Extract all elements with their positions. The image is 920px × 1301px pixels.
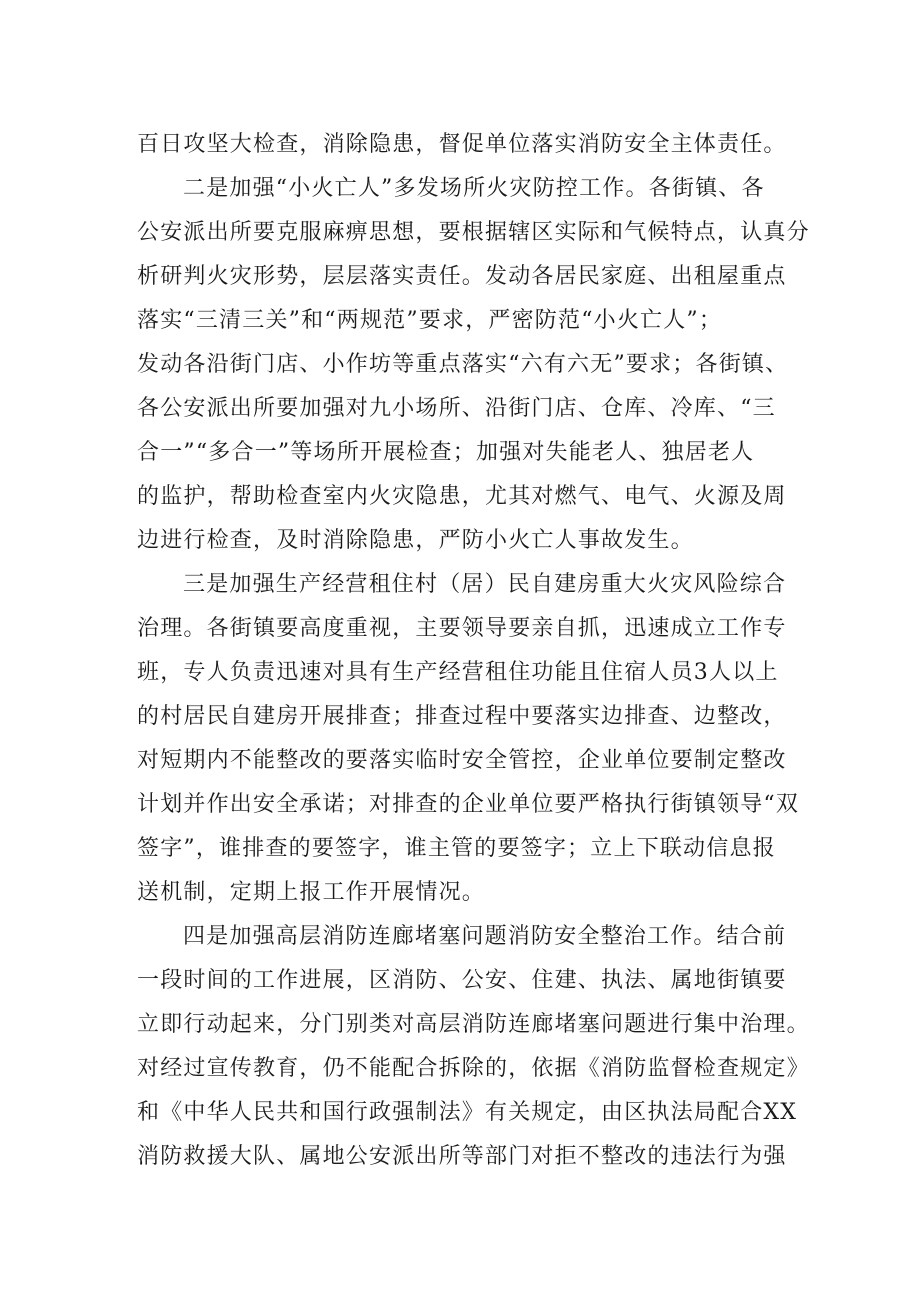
text-line: 边进行检查，及时消除隐患，严防小火亡人事故发生。 <box>137 528 694 553</box>
text-line: 一段时间的工作进展，区消防、公安、住建、执法、属地街镇要 <box>137 968 787 993</box>
text-line: 计划并作出安全承诺；对排查的企业单位要严格执行街镇领导“双 <box>137 792 800 817</box>
text-line: 公安派出所要克服麻痹思想，要根据辖区实际和气候特点，认真分 <box>137 220 810 245</box>
text-line: 送机制，定期上报工作开展情况。 <box>137 880 486 905</box>
text-line: 消防救援大队、属地公安派出所等部门对拒不整改的违法行为强 <box>137 1144 787 1169</box>
paragraph-first-line: 四是加强高层消防连廊堵塞问题消防安全整治工作。结合前 <box>183 924 787 949</box>
text-line: 落实“三清三关”和“两规范”要求，严密防范“小火亡人”； <box>137 308 723 333</box>
text-line: 班，专人负责迅速对具有生产经营租住功能且住宿人员3人以上 <box>137 660 779 685</box>
text-line: 签字”，谁排查的要签字，谁主管的要签字；立上下联动信息报 <box>137 836 776 861</box>
text-line: 对经过宣传教育，仍不能配合拆除的，依据《消防监督检查规定》 <box>137 1056 810 1081</box>
text-line: 立即行动起来，分门别类对高层消防连廊堵塞问题进行集中治理。 <box>137 1012 810 1037</box>
text-line: 的村居民自建房开展排查；排查过程中要落实边排查、边整改， <box>137 704 787 729</box>
text-line: 各公安派出所要加强对九小场所、沿街门店、仓库、冷库、“三 <box>137 396 776 421</box>
paragraph-first-line: 三是加强生产经营租住村（居）民自建房重大火灾风险综合 <box>183 572 787 597</box>
text-line: 对短期内不能整改的要落实临时安全管控，企业单位要制定整改 <box>137 748 787 773</box>
text-line: 发动各沿街门店、小作坊等重点落实“六有六无”要求；各街镇、 <box>137 352 789 377</box>
paragraph-first-line: 二是加强“小火亡人”多发场所火灾防控工作。各街镇、各 <box>183 176 765 201</box>
text-line: 合一”“多合一”等场所开展检查；加强对失能老人、独居老人 <box>137 440 755 465</box>
text-line: 的监护，帮助检查室内火灾隐患，尤其对燃气、电气、火源及周 <box>137 484 787 509</box>
text-line: 百日攻坚大检查，消除隐患，督促单位落实消防安全主体责任。 <box>137 132 787 157</box>
text-line: 和《中华人民共和国行政强制法》有关规定，由区执法局配合XX <box>137 1100 798 1125</box>
text-line: 治理。各街镇要高度重视，主要领导要亲自抓，迅速成立工作专 <box>137 616 787 641</box>
text-line: 析研判火灾形势，层层落实责任。发动各居民家庭、出租屋重点 <box>137 264 787 289</box>
